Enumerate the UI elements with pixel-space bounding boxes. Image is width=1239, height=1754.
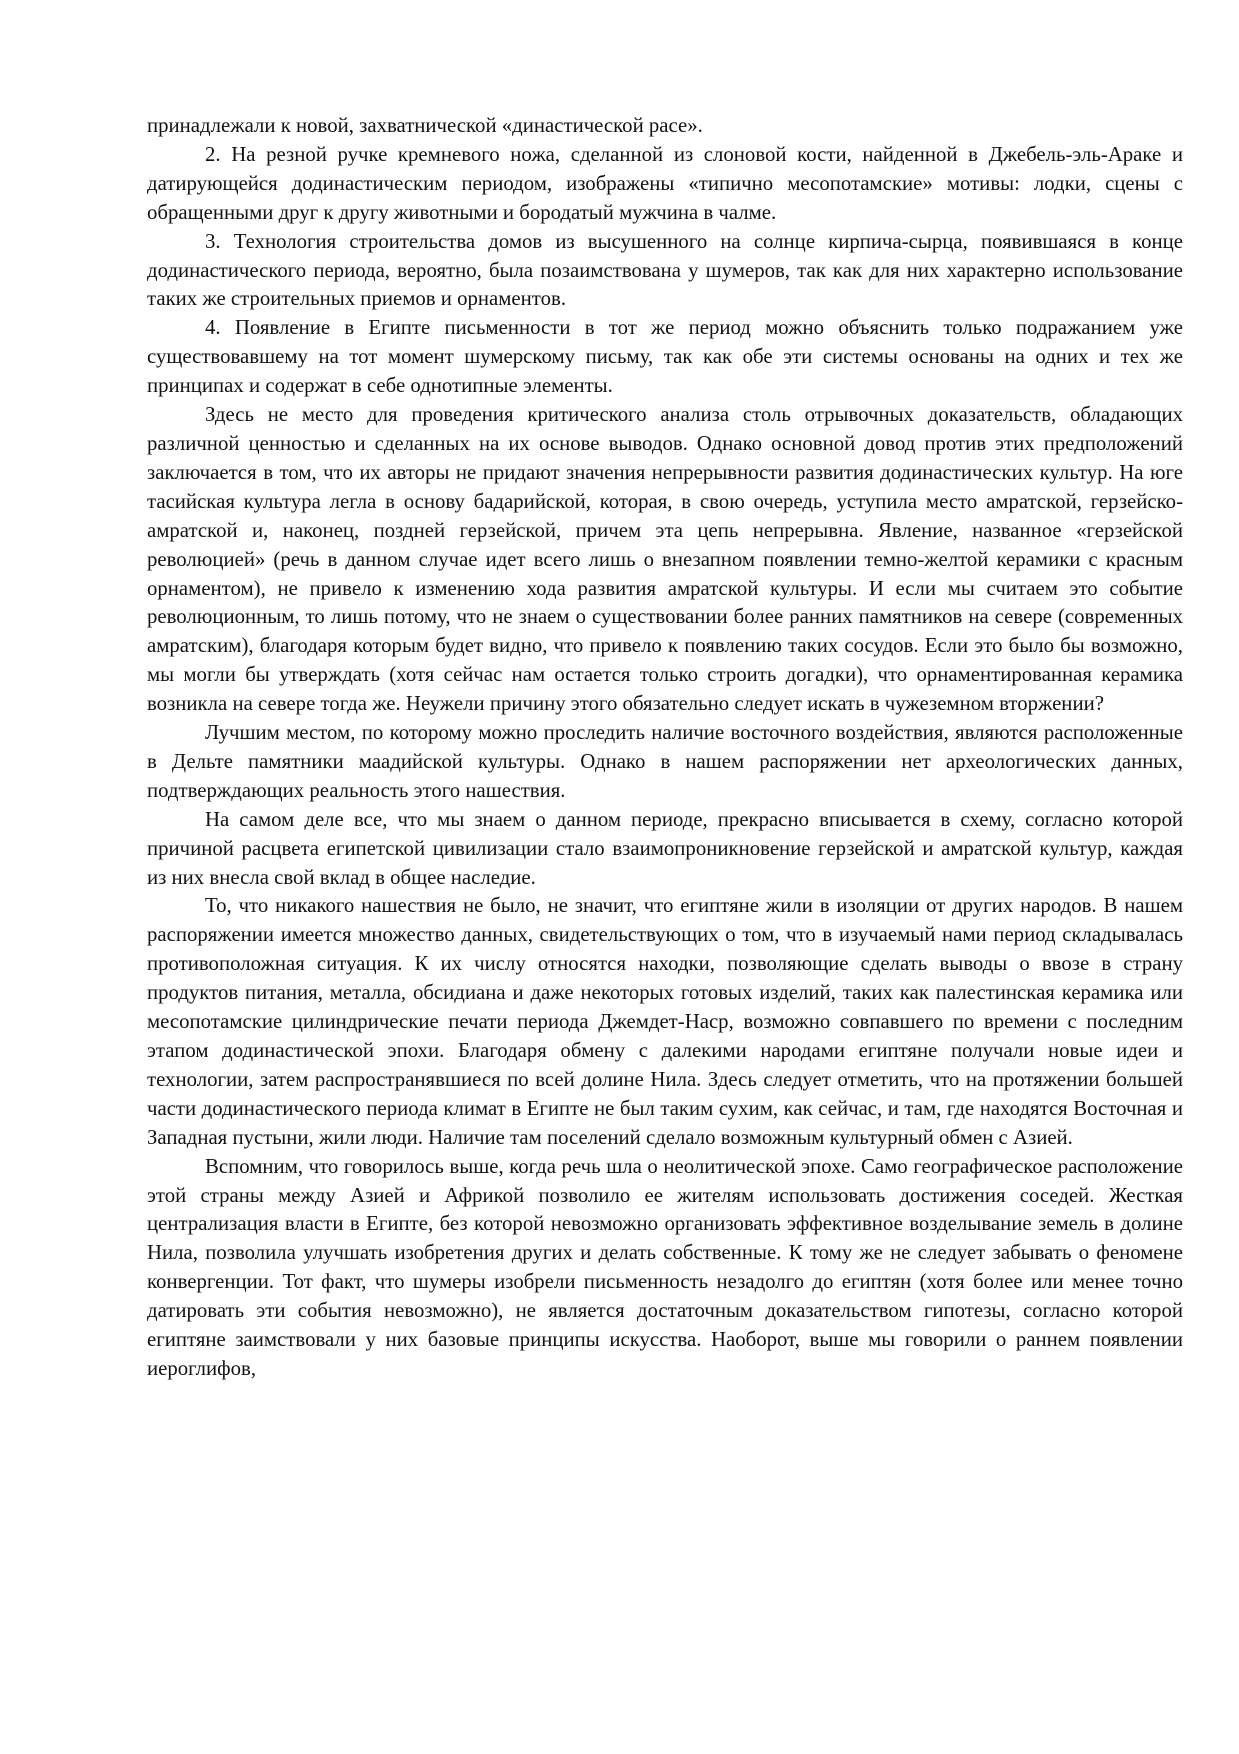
paragraph-scheme: На самом деле все, что мы знаем о данном периоде, прекрасно вписывается в схему, согласно которой причиной расцвета египетской цивилизации стало взаимопроникновение герзейской и амратской культур, каждая из них внесла свой вклад в общее наследие. bbox=[147, 807, 1183, 889]
paragraph-delta: Лучшим местом, по которому можно проследить наличие восточного воздействия, являются расположенные в Дельте памятники маадийской культуры. Однако в нашем распоряжении нет археологических данных, подтверждающих реальность этого нашествия. bbox=[147, 721, 1183, 802]
paragraph-critical-analysis: Здесь не место для проведения критического анализа столь отрывочных доказательств, обладающих различной ценностью и сделанных на их основе выводов. Однако основной довод против этих предположений заключается в том, что их авторы не придают значения непрерывности развития додинастических культур. На юге тасийская культура легла в основу бадарийской, которая, в свою очередь, уступила место амратской, герзейско-амратской и, наконец, поздней герзейской, причем эта цепь непрерывна. Явление, названное «герзейской революцией» (речь в данном случае идет всего лишь о внезапном появлении темно-желтой керамики с красным орнаментом), не привело к изменению хода развития амратской культуры. И если мы считаем это событие революционным, то лишь потому, что не знаем о существовании более ранних памятников на севере (современных амратским), благодаря которым будет видно, что привело к появлению таких сосудов. Если это было бы возможно, мы могли бы утверждать (хотя сейчас нам остается только строить догадки), что орнаментированная керамика возникла на севере тогда же. Неужели причину этого обязательно следует искать в чужеземном вторжении? bbox=[147, 403, 1183, 716]
document-page bbox=[147, 112, 1183, 1384]
paragraph-no-invasion: То, что никакого нашествия не было, не значит, что египтяне жили в изоляции от других народов. В нашем распоряжении имеется множество данных, свидетельствующих о том, что в изучаемый нами период складывалась противоположная ситуация. К их числу относятся находки, позволяющие сделать выводы о ввозе в страну продуктов питания, металла, обсидиана и даже некоторых готовых изделий, таких как палестинская керамика или месопотамские цилиндрические печати периода Джемдет-Наср, возможно совпавшего по времени с последним этапом додинастической эпохи. Благодаря обмену с далекими народами египтяне получали новые идеи и технологии, затем распространявшиеся по всей долине Нила. Здесь следует отметить, что на протяжении большей части додинастического периода климат в Египте не был таким сухим, как сейчас, и там, где находятся Восточная и Западная пустыни, жили люди. Наличие там поселений сделало возможным культурный обмен с Азией. bbox=[147, 894, 1183, 1149]
paragraph-writing: 4. Появление в Египте письменности в тот же период можно объяснить только подражанием уже существовавшему на тот момент шумерскому письму, так как обе эти системы основаны на одних и тех же принципах и содержат в себе однотипные элементы. bbox=[147, 316, 1183, 398]
paragraph-mudbrick: 3. Технология строительства домов из высушенного на солнце кирпича-сырца, появившаяся в конце додинастического периода, вероятно, была позаимствована у шумеров, так как для них характерно использование таких же строительных приемов и орнаментов. bbox=[147, 229, 1183, 311]
paragraph-neolithic: Вспомним, что говорилось выше, когда речь шла о неолитической эпохе. Само географическое расположение этой страны между Азией и Африкой позволило ее жителям использовать достижения соседей. Жесткая централизация власти в Египте, без которой невозможно организовать эффективное возделывание земель в долине Нила, позволила улучшать изобретения других и делать собственные. К тому же не следует забывать о феномене конвергенции. Тот факт, что шумеры изобрели письменность незадолго до египтян (хотя более или менее точно датировать эти события невозможно), не является достаточным доказательством гипотезы, согласно которой египтяне заимствовали у них базовые принципы искусства. Наоборот, выше мы говорили о раннем появлении иероглифов, bbox=[147, 1154, 1183, 1380]
paragraph-continuation: принадлежали к новой, захватнической «династической расе». bbox=[147, 114, 703, 137]
paragraph-knife-handle: 2. На резной ручке кремневого ножа, сделанной из слоновой кости, найденной в Джебель-эль-Араке и датирующейся додинастическим периодом, изображены «типично месопотамские» мотивы: лодки, сцены с обращенными друг к другу животными и бородатый мужчина в чалме. bbox=[147, 142, 1183, 224]
